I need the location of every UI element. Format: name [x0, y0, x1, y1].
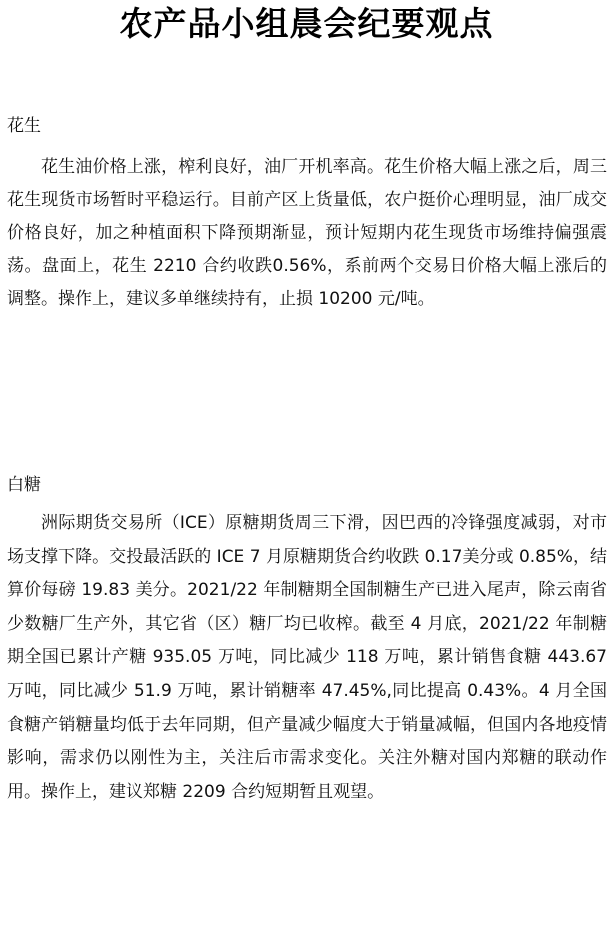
document-title: 农产品小组晨会纪要观点: [119, 4, 494, 43]
section-heading-peanut: 花生: [7, 116, 41, 136]
section-paragraph-sugar: 洲际期货交易所（ICE）原糖期货周三下滑，因巴西的冷锋强度减弱，对市场支撑下降。交投最活跃的 ICE 7 月原糖期货合约收跌 0.17美分或 0.85%，结算价每磅 19.83 美分。2021/22 年制糖期全国制糖生产已进入尾声，除云南省少数糖厂生产外，其它省（区）糖厂均已收榨。截至 4 月底，2021/22 年制糖期全国已累计产糖 935.05 万吨，同比减少 118 万吨，累计销售食糖 443.67 万吨，同比减少 51.9 万吨，累计销糖率 47.45%,同比提高 0.43%。4 月全国食糖产销糖量均低于去年同期，但产量减少幅度大于销量减幅，但国内各地疫情影响，需求仍以刚性为主，关注后市需求变化。关注外糖对国内郑糖的联动作用。操作上，建议郑糖 2209 合约短期暂且观望。: [7, 513, 607, 802]
section-paragraph-peanut: 花生油价格上涨，榨利良好，油厂开机率高。花生价格大幅上涨之后，周三花生现货市场暂时平稳运行。目前产区上货量低，农户挺价心理明显，油厂成交价格良好，加之种植面积下降预期渐显，预计短期内花生现货市场维持偏强震荡。盘面上，花生 2210 合约收跌0.56%，系前两个交易日价格大幅上涨后的调整。操作上，建议多单继续持有，止损 10200 元/吨。: [7, 157, 607, 309]
section-heading-sugar: 白糖: [7, 475, 41, 495]
